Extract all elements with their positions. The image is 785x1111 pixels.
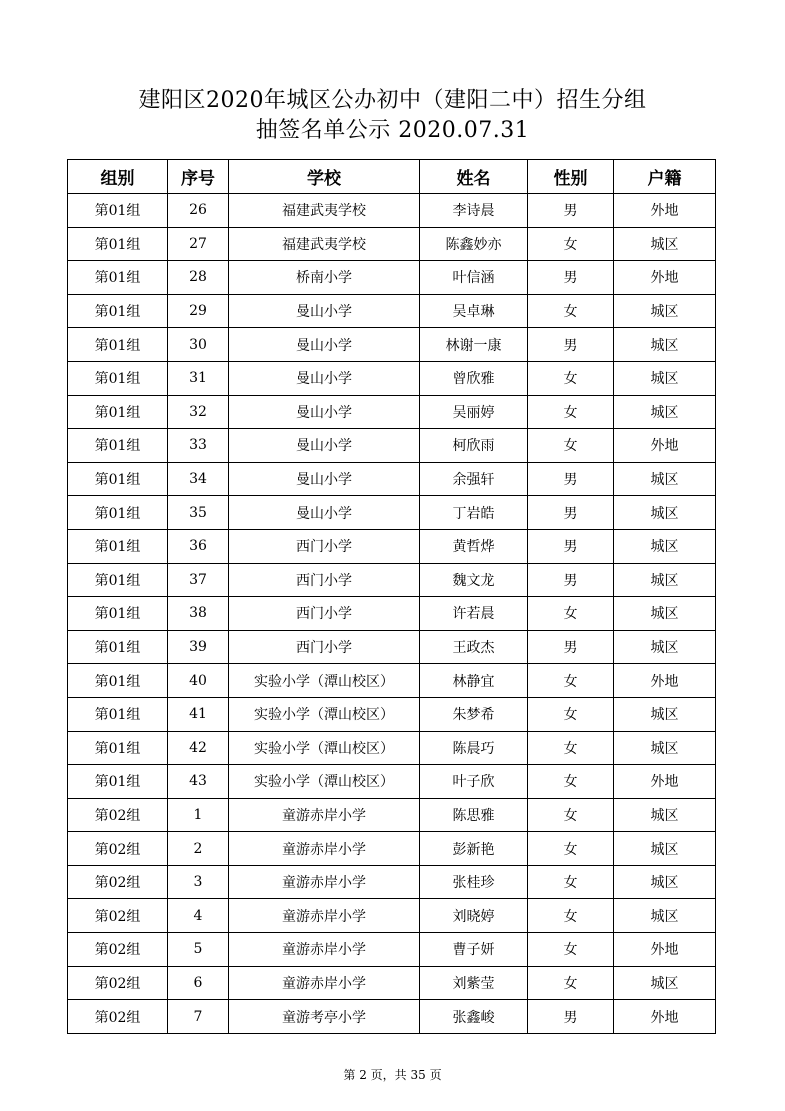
number-cell: 26 <box>168 194 229 228</box>
name-cell: 陈晨巧 <box>420 731 528 765</box>
residence-cell: 外地 <box>614 1000 716 1034</box>
number-cell: 35 <box>168 496 229 530</box>
school-cell: 西门小学 <box>229 597 420 631</box>
school-cell: 童游考亭小学 <box>229 1000 420 1034</box>
residence-cell: 城区 <box>614 798 716 832</box>
gender-cell: 男 <box>528 529 614 563</box>
gender-cell: 女 <box>528 933 614 967</box>
residence-cell: 外地 <box>614 194 716 228</box>
gender-cell: 女 <box>528 597 614 631</box>
column-header-residence: 户籍 <box>614 160 716 194</box>
table-row <box>68 261 716 295</box>
group-cell: 第01组 <box>68 529 168 563</box>
number-cell: 36 <box>168 529 229 563</box>
table-header-row <box>68 160 716 194</box>
table-row <box>68 529 716 563</box>
school-cell: 实验小学（潭山校区） <box>229 697 420 731</box>
school-cell: 曼山小学 <box>229 361 420 395</box>
group-cell: 第01组 <box>68 194 168 228</box>
table-row <box>68 361 716 395</box>
number-cell: 28 <box>168 261 229 295</box>
number-cell: 29 <box>168 294 229 328</box>
table-row <box>68 731 716 765</box>
residence-cell: 城区 <box>614 865 716 899</box>
page-footer: 第 2 页，共 35 页 <box>343 1068 442 1082</box>
table-row <box>68 798 716 832</box>
residence-cell: 外地 <box>614 429 716 463</box>
school-cell: 西门小学 <box>229 529 420 563</box>
name-cell: 朱梦希 <box>420 697 528 731</box>
residence-cell: 外地 <box>614 261 716 295</box>
enrollment-table <box>67 159 716 1034</box>
group-cell: 第02组 <box>68 798 168 832</box>
gender-cell: 男 <box>528 328 614 362</box>
school-cell: 实验小学（潭山校区） <box>229 664 420 698</box>
name-cell: 黄哲烨 <box>420 529 528 563</box>
residence-cell: 城区 <box>614 966 716 1000</box>
table-row <box>68 865 716 899</box>
residence-cell: 城区 <box>614 832 716 866</box>
number-cell: 39 <box>168 630 229 664</box>
group-cell: 第01组 <box>68 630 168 664</box>
number-cell: 3 <box>168 865 229 899</box>
name-cell: 林谢一康 <box>420 328 528 362</box>
residence-cell: 城区 <box>614 395 716 429</box>
group-cell: 第01组 <box>68 765 168 799</box>
name-cell: 陈思雅 <box>420 798 528 832</box>
name-cell: 张桂珍 <box>420 865 528 899</box>
column-header-group: 组别 <box>68 160 168 194</box>
name-cell: 刘晓婷 <box>420 899 528 933</box>
school-cell: 童游赤岸小学 <box>229 966 420 1000</box>
group-cell: 第01组 <box>68 597 168 631</box>
table-row <box>68 765 716 799</box>
table-row <box>68 429 716 463</box>
table-row <box>68 395 716 429</box>
number-cell: 30 <box>168 328 229 362</box>
name-cell: 刘紫莹 <box>420 966 528 1000</box>
gender-cell: 女 <box>528 731 614 765</box>
name-cell: 李诗晨 <box>420 194 528 228</box>
school-cell: 实验小学（潭山校区） <box>229 731 420 765</box>
gender-cell: 男 <box>528 1000 614 1034</box>
number-cell: 31 <box>168 361 229 395</box>
group-cell: 第01组 <box>68 563 168 597</box>
school-cell: 福建武夷学校 <box>229 227 420 261</box>
table-row <box>68 1000 716 1034</box>
name-cell: 叶信涵 <box>420 261 528 295</box>
gender-cell: 女 <box>528 798 614 832</box>
school-cell: 西门小学 <box>229 630 420 664</box>
table-row <box>68 563 716 597</box>
school-cell: 福建武夷学校 <box>229 194 420 228</box>
group-cell: 第02组 <box>68 865 168 899</box>
group-cell: 第02组 <box>68 899 168 933</box>
gender-cell: 女 <box>528 966 614 1000</box>
table-row <box>68 328 716 362</box>
table-body <box>68 194 716 1034</box>
name-cell: 林静宜 <box>420 664 528 698</box>
school-cell: 实验小学（潭山校区） <box>229 765 420 799</box>
name-cell: 陈鑫妙亦 <box>420 227 528 261</box>
number-cell: 38 <box>168 597 229 631</box>
gender-cell: 男 <box>528 194 614 228</box>
number-cell: 37 <box>168 563 229 597</box>
table-row <box>68 597 716 631</box>
group-cell: 第01组 <box>68 731 168 765</box>
table-row <box>68 496 716 530</box>
name-cell: 曾欣雅 <box>420 361 528 395</box>
name-cell: 余强轩 <box>420 462 528 496</box>
school-cell: 童游赤岸小学 <box>229 933 420 967</box>
table-row <box>68 899 716 933</box>
school-cell: 曼山小学 <box>229 462 420 496</box>
document-title-line1: 建阳区2020年城区公办初中（建阳二中）招生分组 <box>138 88 647 113</box>
table-row <box>68 294 716 328</box>
gender-cell: 女 <box>528 697 614 731</box>
gender-cell: 女 <box>528 832 614 866</box>
group-cell: 第01组 <box>68 261 168 295</box>
table-row <box>68 966 716 1000</box>
name-cell: 张鑫峻 <box>420 1000 528 1034</box>
name-cell: 吴丽婷 <box>420 395 528 429</box>
table-row <box>68 630 716 664</box>
gender-cell: 男 <box>528 630 614 664</box>
group-cell: 第01组 <box>68 227 168 261</box>
residence-cell: 城区 <box>614 361 716 395</box>
number-cell: 33 <box>168 429 229 463</box>
gender-cell: 男 <box>528 261 614 295</box>
number-cell: 27 <box>168 227 229 261</box>
group-cell: 第02组 <box>68 933 168 967</box>
group-cell: 第01组 <box>68 328 168 362</box>
number-cell: 7 <box>168 1000 229 1034</box>
school-cell: 童游赤岸小学 <box>229 798 420 832</box>
residence-cell: 城区 <box>614 328 716 362</box>
group-cell: 第01组 <box>68 294 168 328</box>
gender-cell: 女 <box>528 664 614 698</box>
name-cell: 魏文龙 <box>420 563 528 597</box>
school-cell: 童游赤岸小学 <box>229 899 420 933</box>
gender-cell: 女 <box>528 899 614 933</box>
table-row <box>68 194 716 228</box>
gender-cell: 男 <box>528 496 614 530</box>
document-title-line2: 抽签名单公示 2020.07.31 <box>255 118 530 143</box>
name-cell: 吴卓琳 <box>420 294 528 328</box>
school-cell: 曼山小学 <box>229 395 420 429</box>
residence-cell: 城区 <box>614 731 716 765</box>
school-cell: 曼山小学 <box>229 496 420 530</box>
number-cell: 43 <box>168 765 229 799</box>
table-row <box>68 462 716 496</box>
group-cell: 第01组 <box>68 664 168 698</box>
school-cell: 西门小学 <box>229 563 420 597</box>
group-cell: 第02组 <box>68 966 168 1000</box>
gender-cell: 女 <box>528 227 614 261</box>
name-cell: 许若晨 <box>420 597 528 631</box>
number-cell: 42 <box>168 731 229 765</box>
residence-cell: 城区 <box>614 529 716 563</box>
residence-cell: 城区 <box>614 462 716 496</box>
residence-cell: 城区 <box>614 294 716 328</box>
group-cell: 第01组 <box>68 395 168 429</box>
number-cell: 4 <box>168 899 229 933</box>
group-cell: 第02组 <box>68 1000 168 1034</box>
table-row <box>68 227 716 261</box>
number-cell: 1 <box>168 798 229 832</box>
residence-cell: 城区 <box>614 630 716 664</box>
name-cell: 叶子欣 <box>420 765 528 799</box>
gender-cell: 男 <box>528 563 614 597</box>
school-cell: 桥南小学 <box>229 261 420 295</box>
number-cell: 6 <box>168 966 229 1000</box>
number-cell: 41 <box>168 697 229 731</box>
table-row <box>68 664 716 698</box>
column-header-name: 姓名 <box>420 160 528 194</box>
table-row <box>68 832 716 866</box>
number-cell: 32 <box>168 395 229 429</box>
school-cell: 童游赤岸小学 <box>229 865 420 899</box>
gender-cell: 女 <box>528 395 614 429</box>
school-cell: 曼山小学 <box>229 328 420 362</box>
column-header-school: 学校 <box>229 160 420 194</box>
number-cell: 5 <box>168 933 229 967</box>
group-cell: 第02组 <box>68 832 168 866</box>
gender-cell: 女 <box>528 765 614 799</box>
gender-cell: 女 <box>528 294 614 328</box>
table-row <box>68 697 716 731</box>
column-header-number: 序号 <box>168 160 229 194</box>
group-cell: 第01组 <box>68 462 168 496</box>
residence-cell: 城区 <box>614 597 716 631</box>
number-cell: 34 <box>168 462 229 496</box>
number-cell: 2 <box>168 832 229 866</box>
name-cell: 王政杰 <box>420 630 528 664</box>
school-cell: 曼山小学 <box>229 429 420 463</box>
residence-cell: 城区 <box>614 697 716 731</box>
residence-cell: 外地 <box>614 664 716 698</box>
name-cell: 丁岩皓 <box>420 496 528 530</box>
school-cell: 童游赤岸小学 <box>229 832 420 866</box>
residence-cell: 外地 <box>614 933 716 967</box>
residence-cell: 外地 <box>614 765 716 799</box>
gender-cell: 女 <box>528 429 614 463</box>
group-cell: 第01组 <box>68 361 168 395</box>
name-cell: 彭新艳 <box>420 832 528 866</box>
residence-cell: 城区 <box>614 496 716 530</box>
gender-cell: 男 <box>528 462 614 496</box>
school-cell: 曼山小学 <box>229 294 420 328</box>
residence-cell: 城区 <box>614 563 716 597</box>
gender-cell: 女 <box>528 361 614 395</box>
number-cell: 40 <box>168 664 229 698</box>
name-cell: 柯欣雨 <box>420 429 528 463</box>
group-cell: 第01组 <box>68 697 168 731</box>
gender-cell: 女 <box>528 865 614 899</box>
name-cell: 曹子妍 <box>420 933 528 967</box>
residence-cell: 城区 <box>614 227 716 261</box>
residence-cell: 城区 <box>614 899 716 933</box>
column-header-gender: 性别 <box>528 160 614 194</box>
group-cell: 第01组 <box>68 496 168 530</box>
table-row <box>68 933 716 967</box>
group-cell: 第01组 <box>68 429 168 463</box>
